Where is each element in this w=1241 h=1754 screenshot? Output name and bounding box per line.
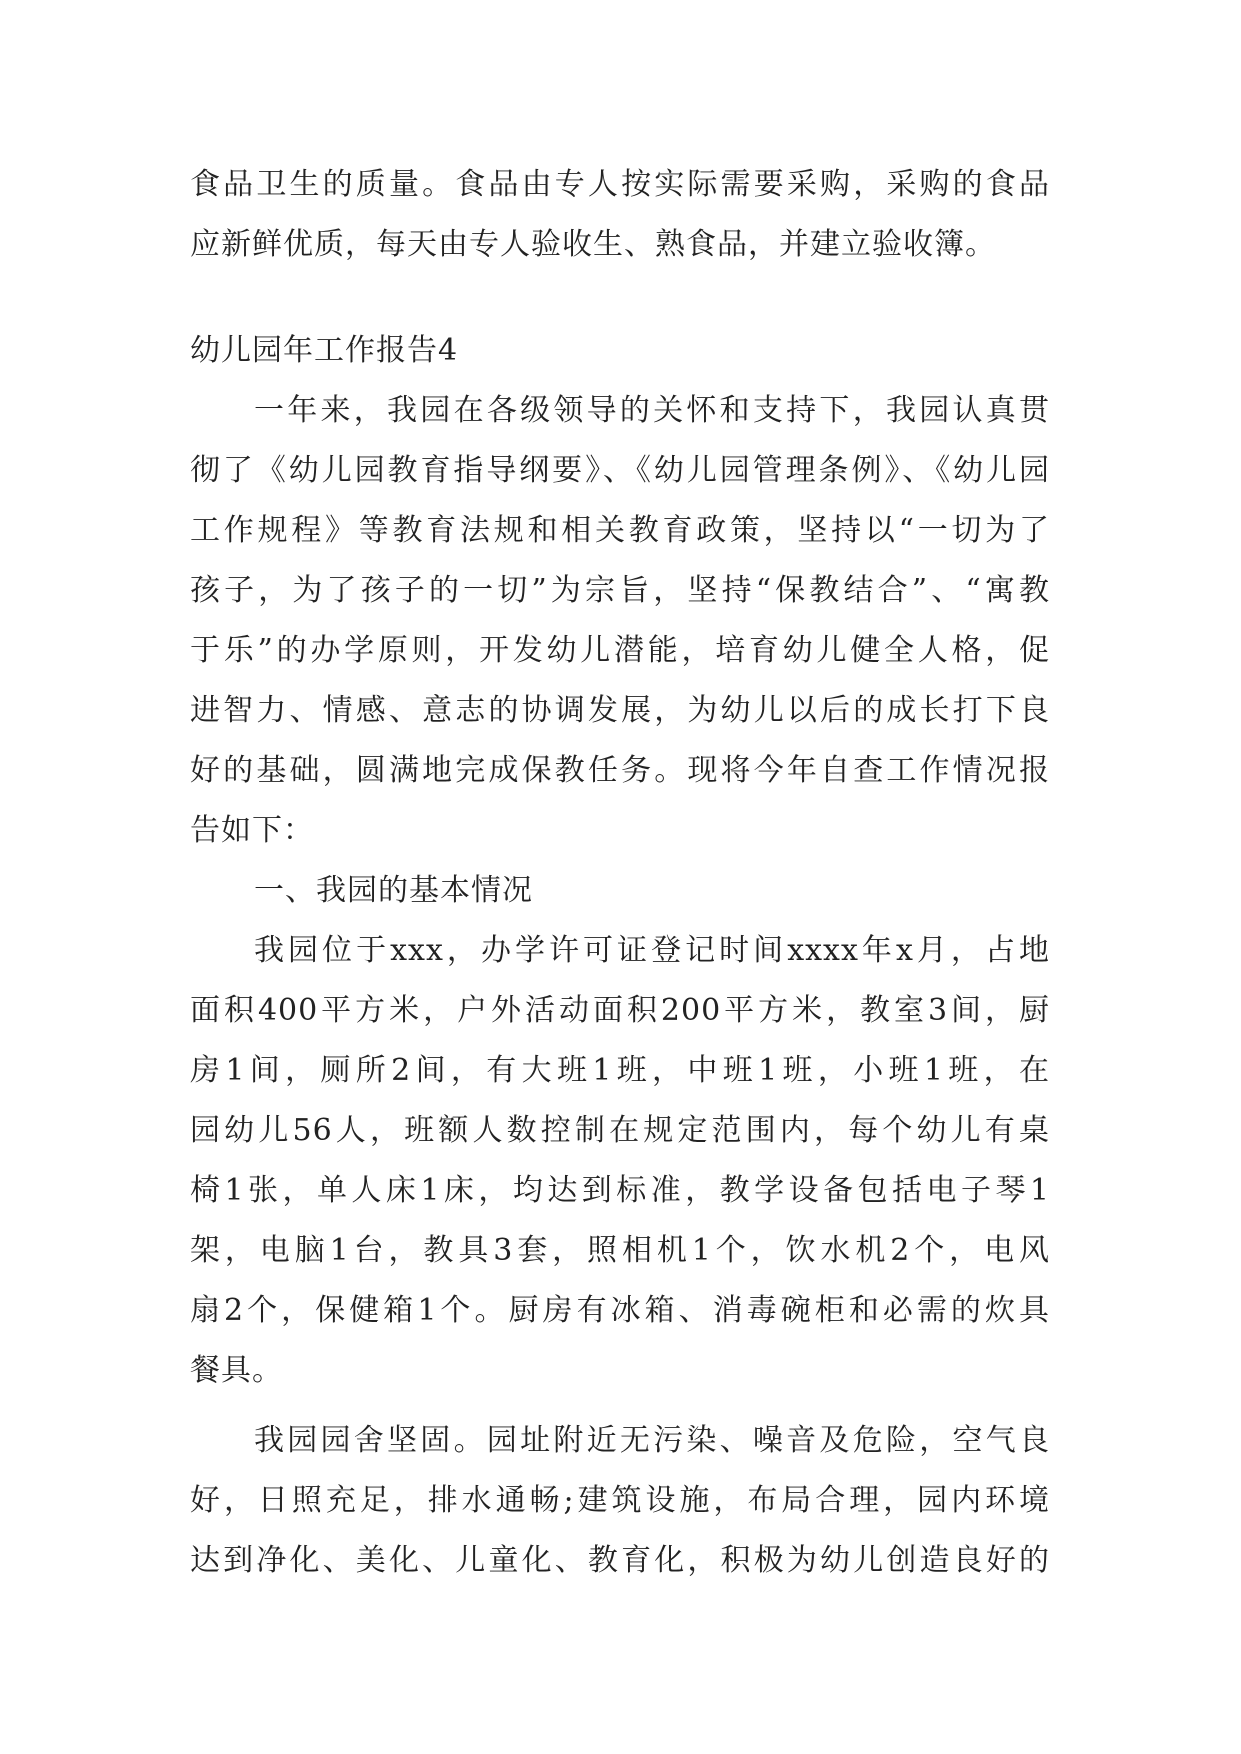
text-line: 于乐”的办学原则，开发幼儿潜能，培育幼儿健全人格，促 (190, 633, 1050, 668)
text-line: 孩子，为了孩子的一切”为宗旨，坚持“保教结合”、“寓教 (190, 573, 1050, 608)
document-body (190, 155, 1050, 1591)
text-line: 餐具。 (190, 1353, 283, 1388)
text-line: 园幼儿56人，班额人数控制在规定范围内，每个幼儿有桌 (190, 1113, 1050, 1148)
text-line: 架，电脑1台，教具3套，照相机1个，饮水机2个，电风 (190, 1233, 1050, 1268)
text-line: 好的基础，圆满地完成保教任务。现将今年自查工作情况报 (190, 753, 1050, 788)
text-line: 扇2个，保健箱1个。厨房有冰箱、消毒碗柜和必需的炊具 (190, 1293, 1050, 1328)
paragraph-3 (190, 1411, 1050, 1591)
text-line: 食品卫生的质量。食品由专人按实际需要采购，采购的食品 (190, 167, 1050, 202)
paragraph-2 (190, 921, 1050, 1401)
subheading: 一、我园的基本情况 (254, 873, 533, 908)
text-line: 我园位于xxx，办学许可证登记时间xxxx年x月，占地 (254, 933, 1050, 968)
text-line: 进智力、情感、意志的协调发展，为幼儿以后的成长打下良 (190, 693, 1050, 728)
text-line: 告如下： (190, 813, 314, 848)
text-line: 工作规程》等教育法规和相关教育政策，坚持以“一切为了 (190, 513, 1050, 548)
text-line: 我园园舍坚固。园址附近无污染、噪音及危险，空气良 (254, 1423, 1050, 1458)
text-line: 一年来，我园在各级领导的关怀和支持下，我园认真贯 (254, 393, 1050, 428)
text-line: 达到净化、美化、儿童化、教育化，积极为幼儿创造良好的 (190, 1543, 1050, 1578)
text-line: 彻了《幼儿园教育指导纲要》、《幼儿园管理条例》、《幼儿园 (190, 453, 1050, 488)
text-line: 房1间，厕所2间，有大班1班，中班1班，小班1班，在 (190, 1053, 1050, 1088)
text-line: 应新鲜优质，每天由专人验收生、熟食品，并建立验收簿。 (190, 227, 996, 262)
text-line: 好，日照充足，排水通畅;建筑设施，布局合理，园内环境 (190, 1483, 1050, 1518)
text-line: 椅1张，单人床1床，均达到标准，教学设备包括电子琴1 (190, 1173, 1050, 1208)
intro-paragraph (190, 155, 1050, 275)
section-title: 幼儿园年工作报告4 (190, 333, 459, 368)
text-line: 面积400平方米，户外活动面积200平方米，教室3间，厨 (190, 993, 1050, 1028)
paragraph-1 (190, 381, 1050, 861)
